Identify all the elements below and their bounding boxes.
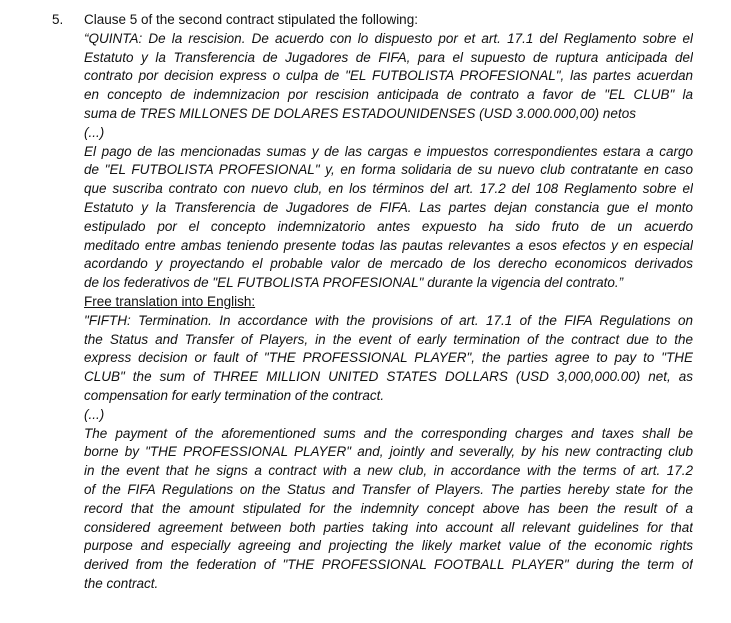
english-line: The payment of the aforementioned sums and the corresponding charges and taxes shall be: [84, 425, 693, 441]
clause-body: [84, 11, 693, 594]
english-line: in the event that he signs a contract with a new club, in accordance with the terms of art. 17.2: [84, 463, 693, 479]
spanish-line: contrato por decision express o culpa de "EL FUTBOLISTA PROFESIONAL", las partes acuerdan: [84, 68, 693, 84]
spanish-line: El pago de las mencionadas sumas y de las cargas e impuestos correspondientes estara a cargo: [84, 143, 693, 159]
spanish-quote: [84, 30, 693, 293]
spanish-line: acordando y proyectando el probable valor de mercado de los derecho economicos derivados: [84, 256, 693, 272]
spanish-line: “QUINTA: De la rescision. De acuerdo con lo dispuesto por et art. 17.1 del Reglamento sobre el: [84, 30, 693, 46]
english-line: CLUB" the sum of THREE MILLION UNITED STATES DOLLARS (USD 3,000,000.00) net, as: [84, 369, 693, 385]
english-line: derived from the federation of "THE PROFESSIONAL FOOTBALL PLAYER" during the term of: [84, 557, 693, 573]
spanish-line: Estatuto y la Transferencia de Jugadores de FIFA. Las partes dejan constancia gue el monto: [84, 199, 693, 215]
english-line: express decision or fault of "THE PROFESSIONAL PLAYER", the parties agree to pay to "THE: [84, 350, 693, 366]
spanish-line: meditado entre ambas teniendo presente todas las pautas relevantes a esos efectos y en especial: [84, 237, 693, 253]
english-ellipsis: (...): [84, 406, 105, 422]
spanish-line: que suscriba contrato con nuevo club, en los términos del art. 17.2 del 108 Reglamento sobre el: [84, 181, 693, 197]
english-line: the contract.: [84, 575, 159, 591]
translation-heading: Free translation into English:: [84, 293, 256, 309]
english-line: borne by "THE PROFESSIONAL PLAYER" and, jointly and severally, by his new contracting club: [84, 444, 693, 460]
english-line: of the FIFA Regulations on the Status and Transfer of Players. The parties hereby state for the: [84, 481, 693, 497]
english-quote: [84, 312, 693, 594]
english-line: compensation for early termination of the contract.: [84, 387, 385, 403]
english-line: record that the amount stipulated for the indemnity concept above has been the result of a: [84, 500, 693, 516]
spanish-line: de los federativos de "EL FUTBOLISTA PROFESIONAL" durante la vigencia del contrato.”: [84, 275, 624, 291]
english-line: "FIFTH: Termination. In accordance with the provisions of art. 17.1 of the FIFA Regulations on: [84, 312, 693, 328]
spanish-line: suma de TRES MILLONES DE DOLARES ESTADOUNIDENSES (USD 3.000.000,00) netos: [84, 105, 636, 121]
clause-intro: Clause 5 of the second contract stipulated the following:: [84, 12, 418, 27]
spanish-line: en concepto de indemnizacion por rescision anticipada de contrato a favor de "EL CLUB" la: [84, 87, 693, 103]
spanish-line: Estatuto y la Transferencia de Jugadores de FIFA, para el supuesto de ruptura anticipada del: [84, 49, 693, 65]
spanish-ellipsis: (...): [84, 124, 105, 140]
english-line: the Status and Transfer of Players, in the event of early termination of the contract due to the: [84, 331, 693, 347]
spanish-line: estipulado por el concepto indemnizatorio antes expuesto ha sido fruto de un acuerdo: [84, 218, 693, 234]
english-line: purpose and especially agreeing and projecting the likely market value of the economic rights: [84, 538, 693, 554]
spanish-line: de "EL FUTBOLISTA PROFESIONAL" y, en forma solidaria de su nuevo club contratante en caso: [84, 162, 693, 178]
english-line: considered agreement between both parties taking into account all relevant guidelines for that: [84, 519, 693, 535]
clause-number: 5.: [52, 12, 64, 27]
